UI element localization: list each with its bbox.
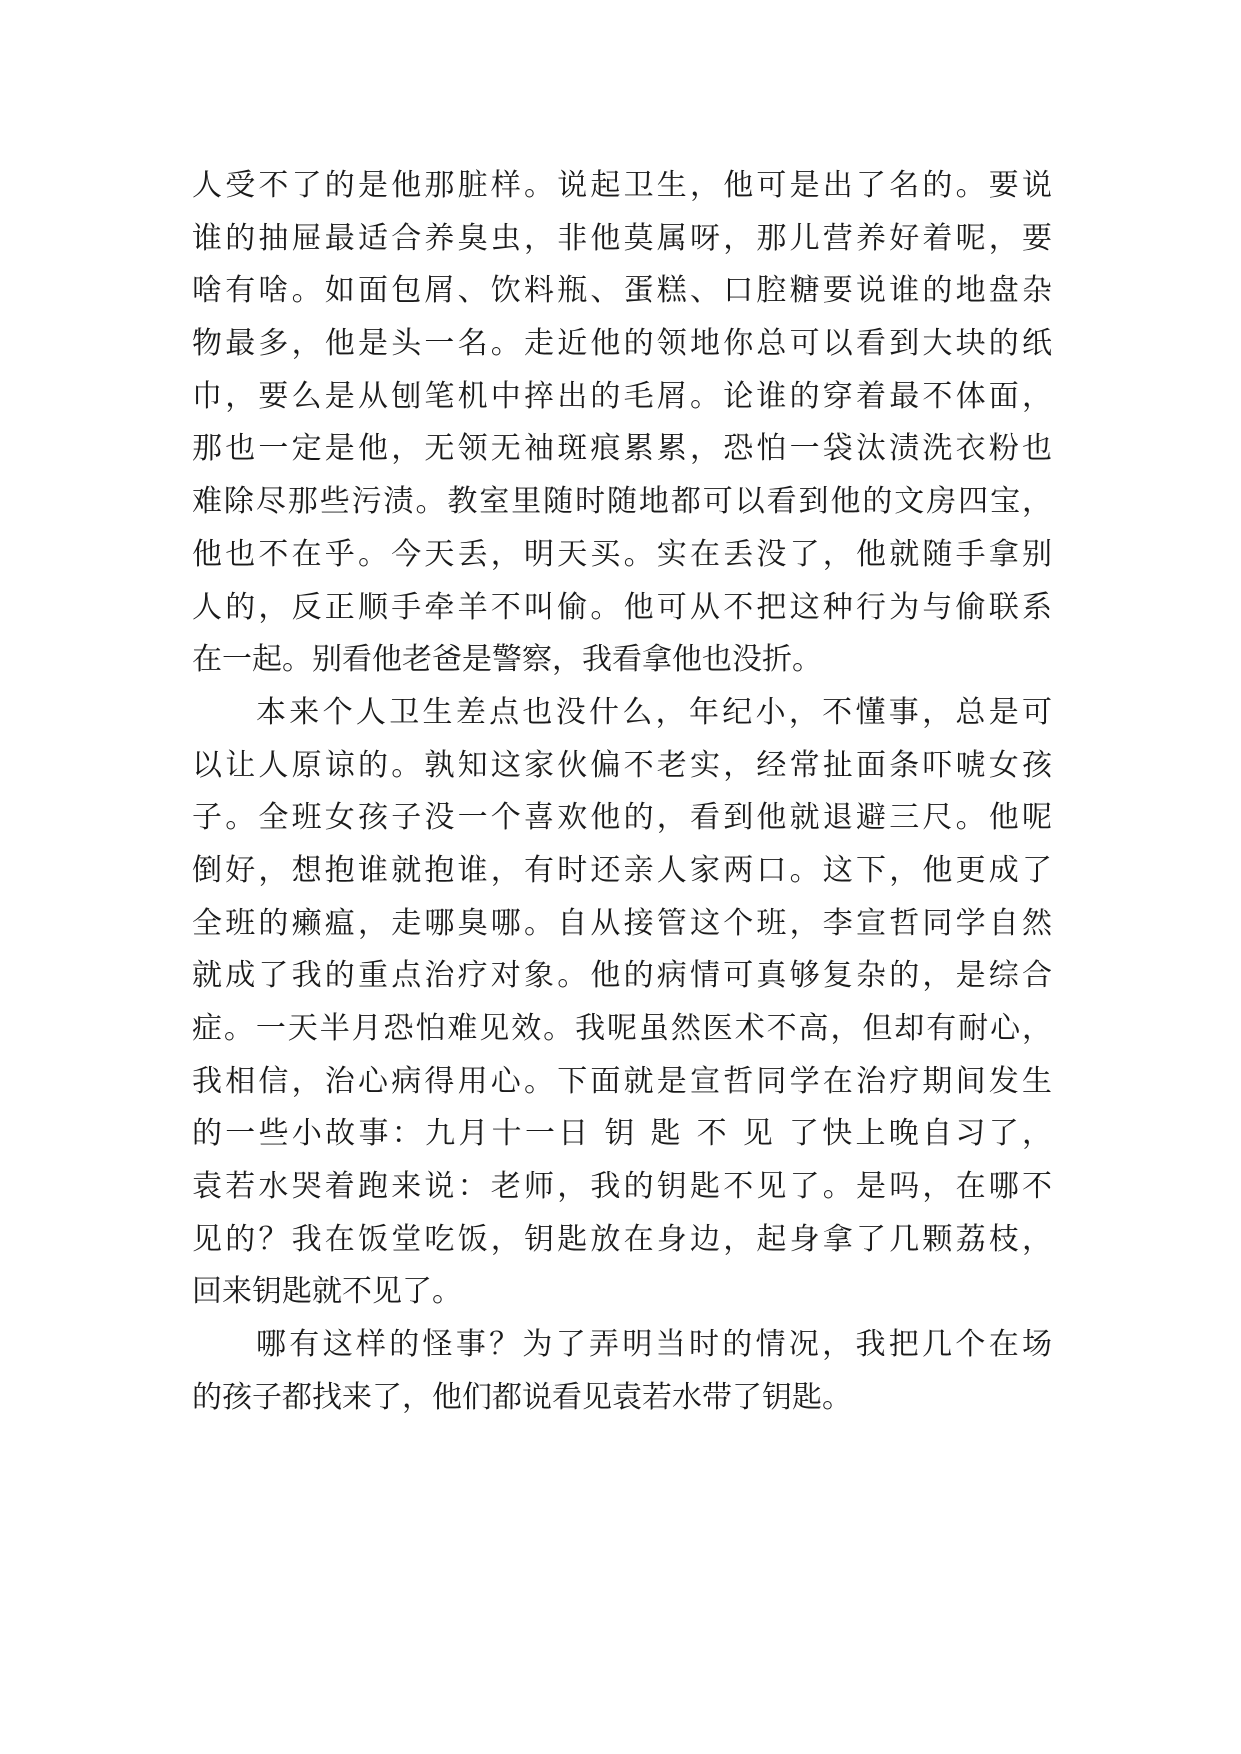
paragraph-3: [192, 1319, 1052, 1424]
text-line: 我相信，治心病得用心。下面就是宣哲同学在治疗期间发生: [192, 1063, 1052, 1099]
text-line: 在一起。别看他老爸是警察，我看拿他也没折。: [192, 642, 822, 678]
text-line: 那也一定是他，无领无袖斑痕累累，恐怕一袋汰渍洗衣粉也: [192, 431, 1052, 467]
paragraph-1: [192, 160, 1052, 687]
text-line: 哪有这样的怪事？为了弄明当时的情况，我把几个在场: [256, 1327, 1052, 1363]
text-line: 袁若水哭着跑来说：老师，我的钥匙不见了。是吗，在哪不: [192, 1169, 1052, 1205]
text-line: 难除尽那些污渍。教室里随时随地都可以看到他的文房四宝，: [192, 484, 1052, 520]
text-line: 全班的癞瘟，走哪臭哪。自从接管这个班，李宣哲同学自然: [192, 905, 1052, 941]
text-line: 啥有啥。如面包屑、饮料瓶、蛋糕、口腔糖要说谁的地盘杂: [192, 273, 1052, 309]
text-line: 人受不了的是他那脏样。说起卫生，他可是出了名的。要说: [192, 168, 1052, 203]
text-line: 回来钥匙就不见了。: [192, 1274, 462, 1310]
text-line: 本来个人卫生差点也没什么，年纪小，不懂事，总是可: [256, 694, 1052, 730]
text-line: 症。一天半月恐怕难见效。我呢虽然医术不高，但却有耐心，: [192, 1011, 1052, 1046]
text-line: 的一些小故事：九月十一日 钥 匙 不 见 了快上晚自习了，: [192, 1116, 1052, 1152]
text-line: 就成了我的重点治疗对象。他的病情可真够复杂的，是综合: [192, 958, 1052, 994]
text-line: 物最多，他是头一名。走近他的领地你总可以看到大块的纸: [192, 326, 1052, 362]
text-line: 见的？我在饭堂吃饭，钥匙放在身边，起身拿了几颗荔枝，: [192, 1221, 1052, 1257]
text-line: 子。全班女孩子没一个喜欢他的，看到他就退避三尺。他呢: [192, 800, 1052, 836]
document-body: [192, 160, 1052, 1425]
text-line: 以让人原谅的。孰知这家伙偏不老实，经常扯面条吓唬女孩: [192, 747, 1052, 783]
text-line: 的孩子都找来了，他们都说看见袁若水带了钥匙。: [192, 1379, 852, 1415]
text-line: 巾，要么是从刨笔机中捽出的毛屑。论谁的穿着最不体面，: [192, 378, 1052, 414]
text-line: 谁的抽屉最适合养臭虫，非他莫属呀，那儿营养好着呢，要: [192, 220, 1052, 256]
text-line: 倒好，想抱谁就抱谁，有时还亲人家两口。这下，他更成了: [192, 852, 1052, 888]
text-line: 他也不在乎。今天丢，明天买。实在丢没了，他就随手拿别: [192, 536, 1052, 572]
text-line: 人的，反正顺手牵羊不叫偷。他可从不把这种行为与偷联系: [192, 589, 1052, 625]
paragraph-2: [192, 687, 1052, 1319]
